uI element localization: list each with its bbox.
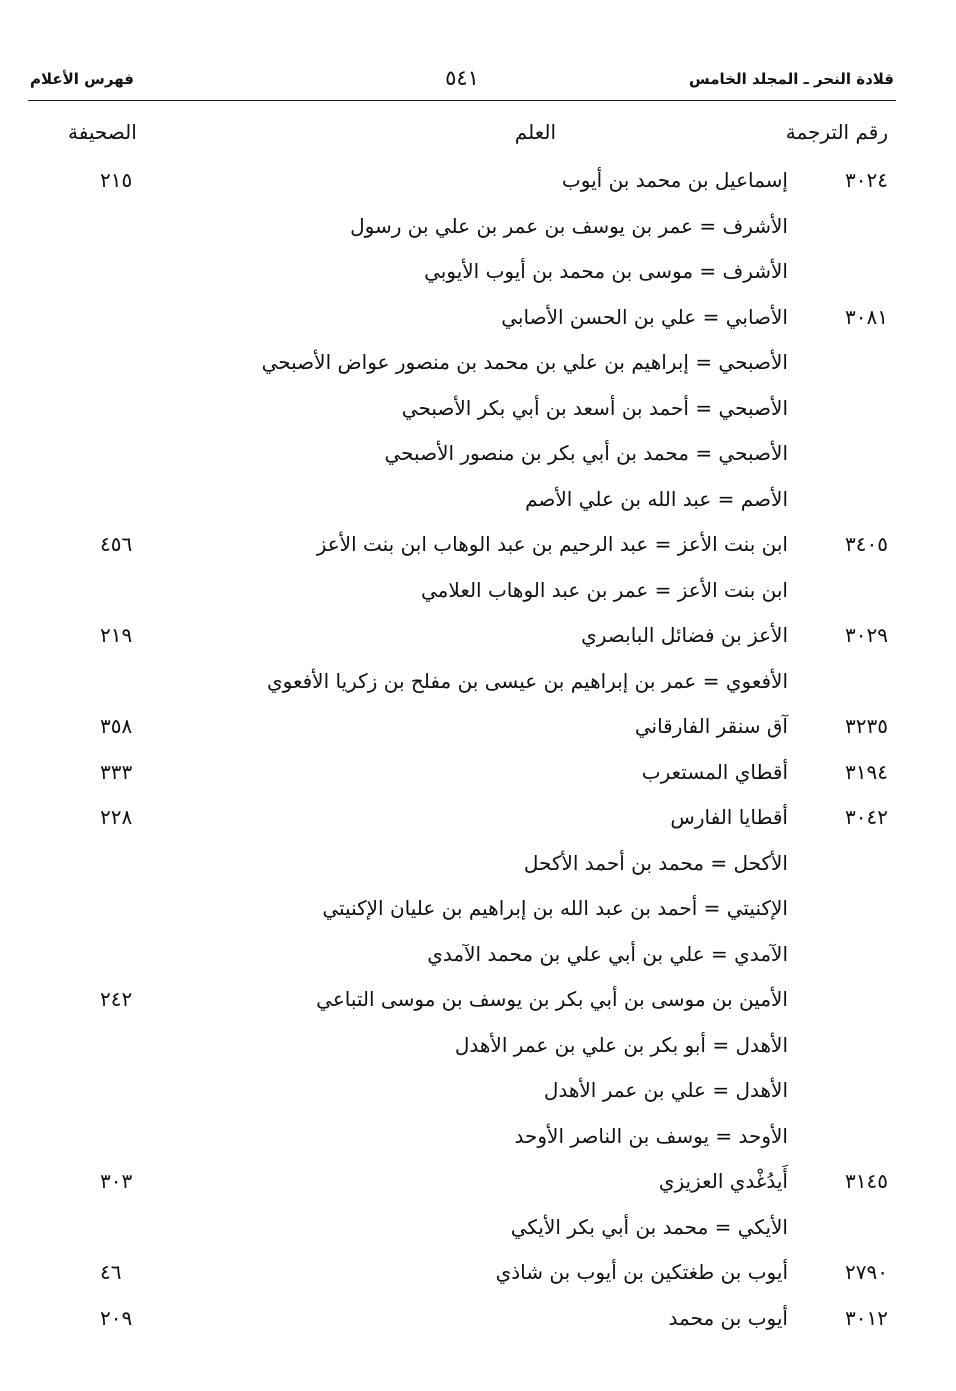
entry-name: الأهدل = أبو بكر بن علي بن عمر الأهدل [454,1032,788,1057]
index-entry [0,841,956,887]
book-title: قلادة النحر ـ المجلد الخامس [689,70,894,88]
index-entry [0,977,956,1023]
entry-page: ٣٣٣ [100,759,133,784]
entry-name: الأفعوي = عمر بن إبراهيم بن عيسى بن مفلح بن زكريا الأفعوي [266,668,788,693]
index-entry [0,886,956,932]
index-entry [0,613,956,659]
column-header-number: رقم الترجمة [785,120,888,144]
entry-name: آق سنقر الفارقاني [634,714,788,738]
index-entries [0,158,956,1341]
index-entry [0,1114,956,1160]
index-entry [0,750,956,796]
entry-page: ٣٥٨ [100,714,133,738]
column-header-page: الصحيفة [68,120,137,144]
entry-page: ٣٠٣ [100,1169,133,1193]
entry-number: ٣٠١٢ [845,1305,888,1330]
entry-name: الأيكي = محمد بن أبي بكر الأيكي [510,1214,788,1239]
entry-number: ٣٠٢٩ [845,623,888,647]
entry-name: إسماعيل بن محمد بن أيوب [561,168,788,192]
index-entry [0,522,956,568]
entry-name: أَيدُغْدي العزيزي [658,1169,788,1193]
entry-name: الأهدل = علي بن عمر الأهدل [543,1078,788,1102]
entry-name: ابن بنت الأعز = عمر بن عبد الوهاب العلامي [421,577,788,602]
entry-number: ٣٤٠٥ [845,532,888,556]
index-entry [0,340,956,386]
entry-number: ٣٠٢٤ [845,168,888,192]
entry-number: ٣١٩٤ [845,759,888,784]
entry-name: أيوب بن طغتكين بن أيوب بن شاذي [495,1260,788,1284]
header-divider [28,100,896,101]
index-entry [0,158,956,204]
entry-page: ٢٢٨ [100,805,133,829]
index-entry [0,1250,956,1296]
index-entry [0,431,956,477]
entry-name: الأشرف = عمر بن يوسف بن عمر بن علي بن رسول [350,213,788,238]
index-entry [0,1296,956,1342]
index-entry [0,386,956,432]
entry-number: ٢٧٩٠ [845,1260,888,1284]
entry-number: ٣١٤٥ [845,1169,888,1193]
entry-name: ابن بنت الأعز = عبد الرحيم بن عبد الوهاب ابن بنت الأعز [316,532,788,556]
entry-name: الأصم = عبد الله بن علي الأصم [525,486,788,511]
entry-name: أيوب بن محمد [668,1305,788,1330]
entry-name: الأعز بن فضائل البابصري [581,623,788,647]
section-title: فهرس الأعلام [30,70,134,88]
entry-name: الآمدي = علي بن أبي علي بن محمد الآمدي [427,941,788,966]
entry-name: أقطاي المستعرب [641,759,788,784]
index-entry [0,1159,956,1205]
index-entry [0,477,956,523]
entry-name: الأشرف = موسى بن محمد بن أيوب الأيوبي [424,259,788,283]
index-entry [0,295,956,341]
column-header-name: العلم [514,120,556,144]
index-entry [0,932,956,978]
index-entry [0,795,956,841]
entry-name: الأصبحي = أحمد بن أسعد بن أبي بكر الأصبحي [401,395,788,420]
index-entry [0,568,956,614]
entry-page: ٤٥٦ [100,532,133,556]
index-entry [0,1023,956,1069]
entry-name: أقطايا الفارس [670,805,788,829]
entry-page: ٤٦ [100,1260,122,1284]
entry-name: الأصابي = علي بن الحسن الأصابي [501,304,788,329]
entry-number: ٣٢٣٥ [845,714,888,738]
entry-page: ٢١٥ [100,168,133,192]
running-header [30,66,894,98]
entry-name: الأوحد = يوسف بن الناصر الأوحد [514,1123,788,1148]
entry-name: الإكنيتي = أحمد بن عبد الله بن إبراهيم بن عليان الإكنيتي [322,896,788,920]
entry-name: الأصبحي = محمد بن أبي بكر بن منصور الأصبحي [384,441,788,465]
entry-number: ٣٠٤٢ [845,805,888,829]
page-number: ٥٤١ [445,66,479,90]
index-entry [0,1205,956,1251]
entry-page: ٢٠٩ [100,1305,133,1330]
entry-name: الأصبحي = إبراهيم بن علي بن محمد بن منصور عواض الأصبحي [261,350,788,374]
entry-page: ٢١٩ [100,623,133,647]
index-entry [0,1068,956,1114]
entry-name: الأمين بن موسى بن أبي بكر بن يوسف بن موسى التباعي [316,987,788,1011]
index-entry [0,204,956,250]
index-entry [0,704,956,750]
entry-number: ٣٠٨١ [845,304,888,329]
entry-page: ٢٤٢ [100,987,133,1011]
index-entry [0,249,956,295]
index-entry [0,659,956,705]
entry-name: الأكحل = محمد بن أحمد الأكحل [523,850,788,875]
